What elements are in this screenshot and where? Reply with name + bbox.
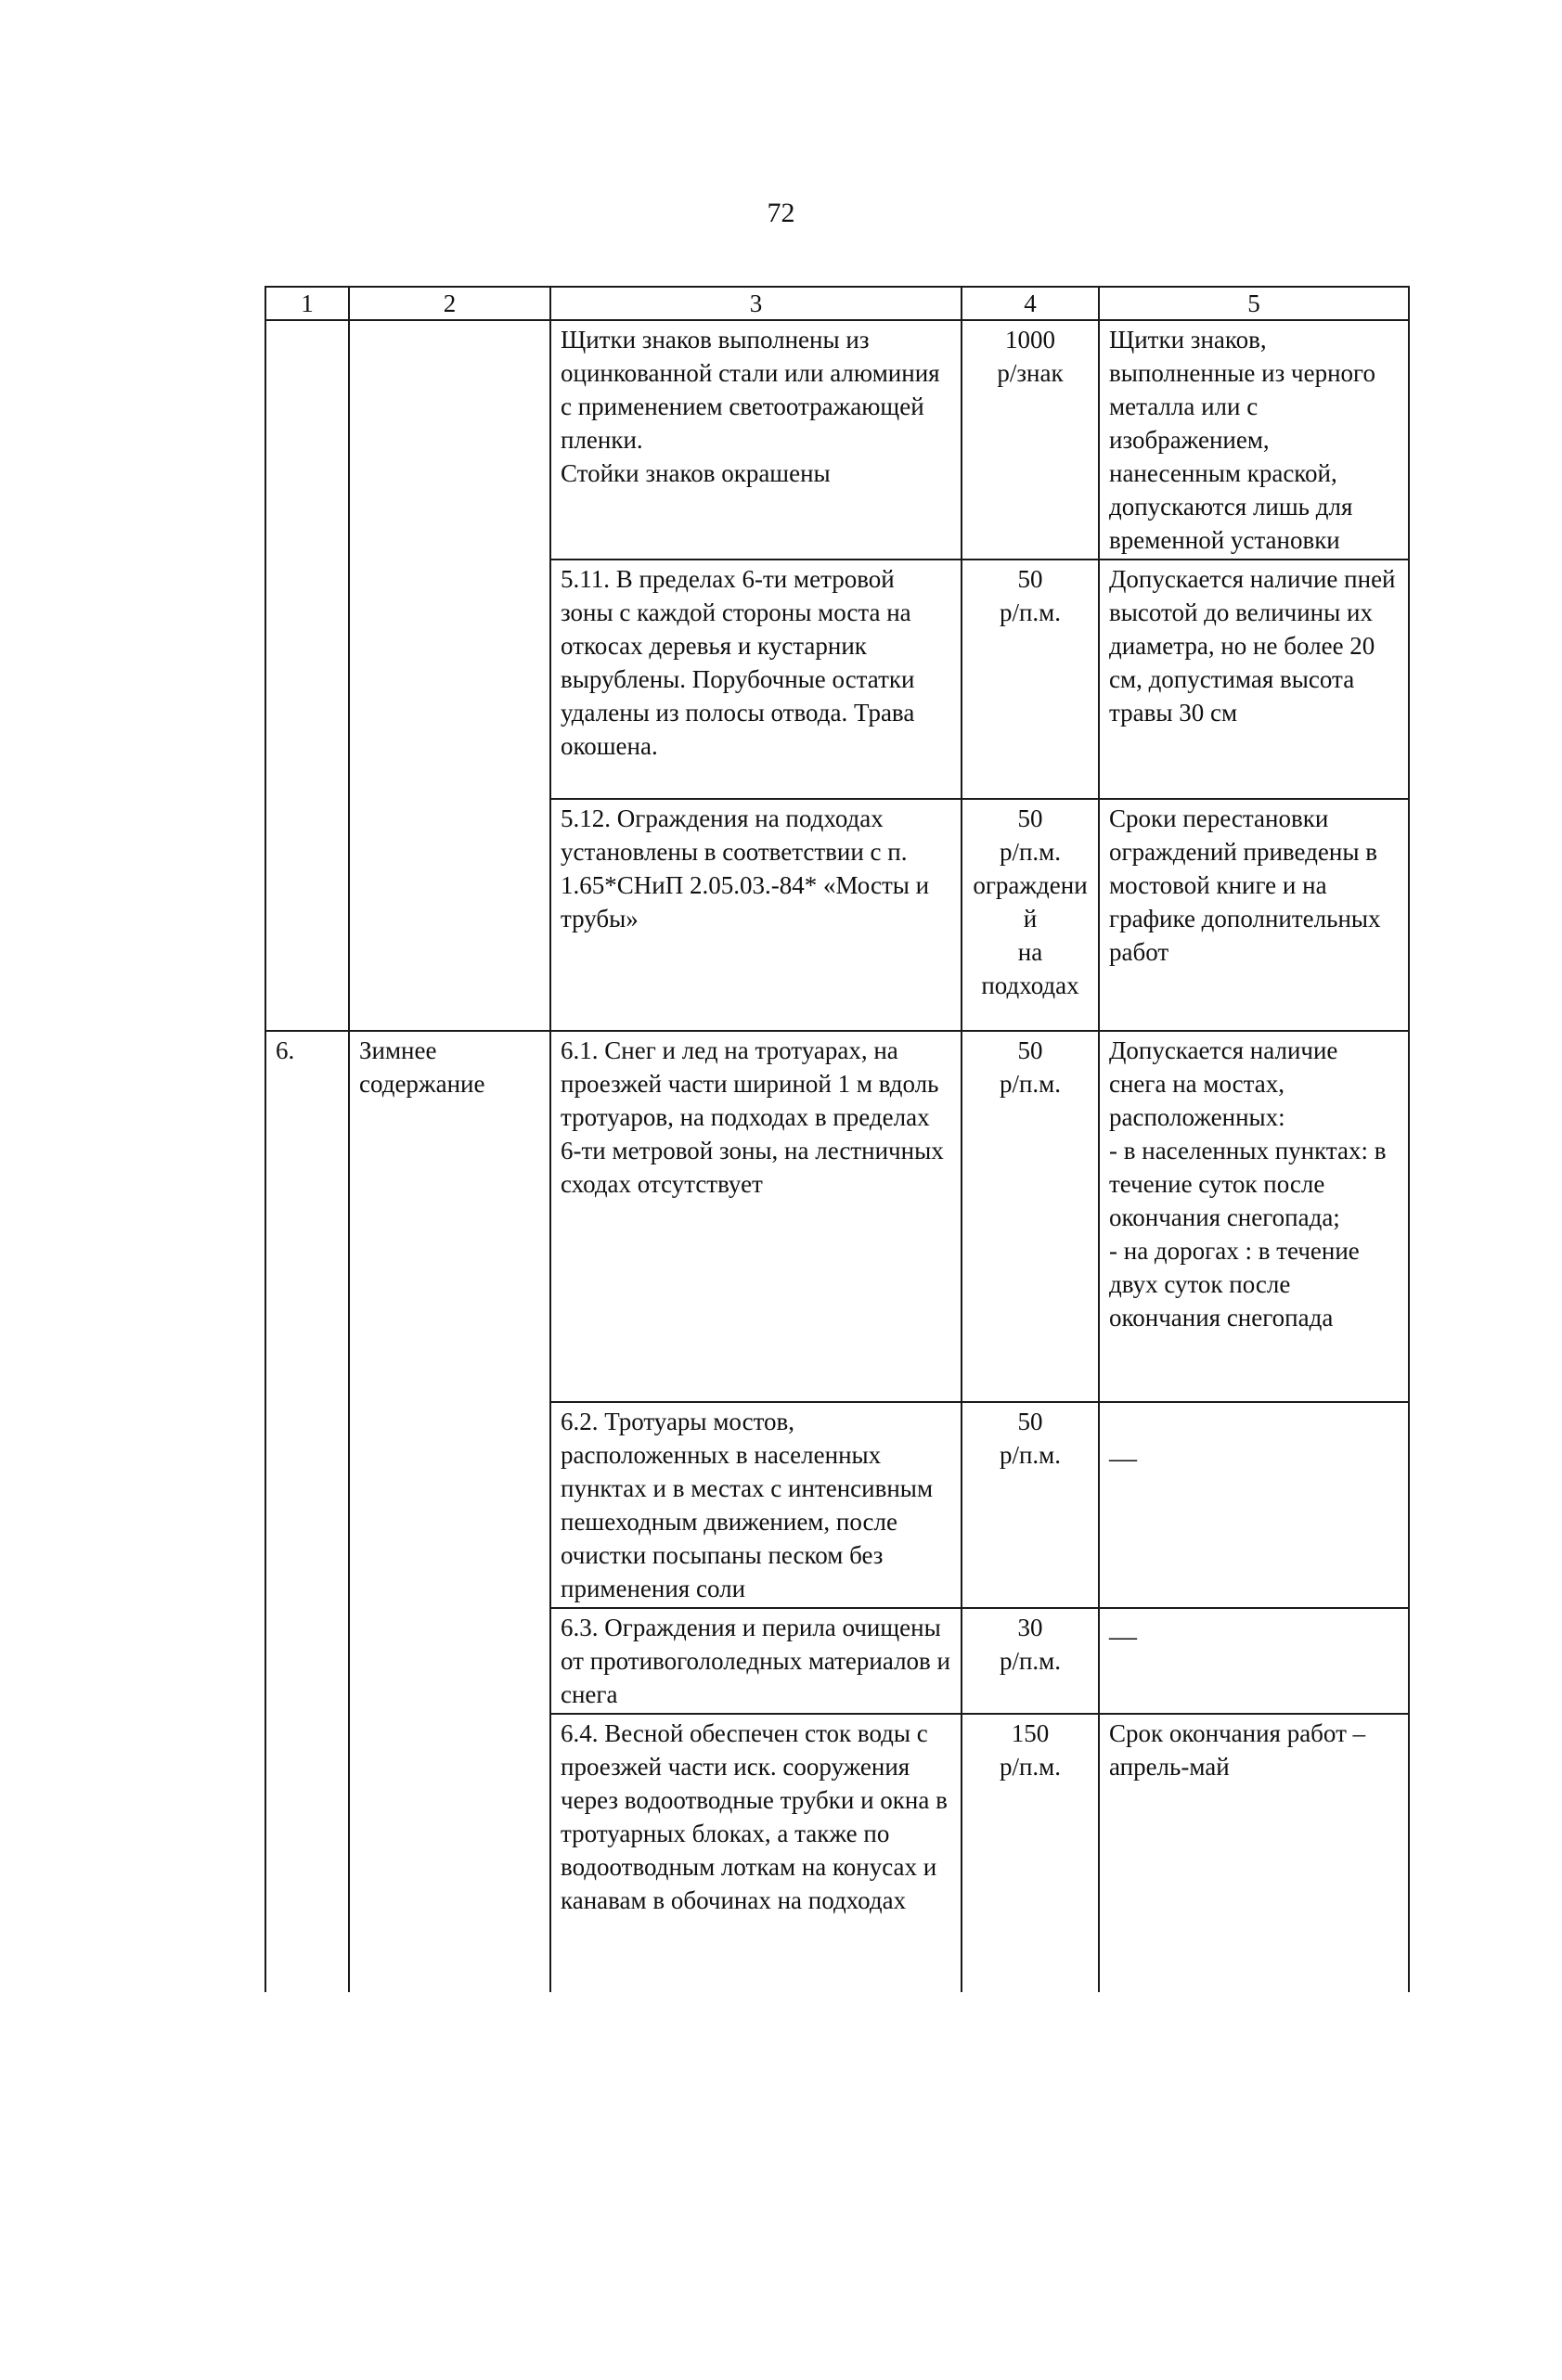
requirement-cell: Щитки знаков выполнены из оцинкованной стали или алюминия с применением светоотражающей пленки. Стойки знаков окрашены [550,320,962,560]
work-type-cell [349,320,550,560]
cost-cell: 30 р/п.м. [962,1608,1099,1714]
requirement-cell: 5.11. В пределах 6-ти метровой зоны с каждой стороны моста на откосах деревья и кустарник вырублены. Порубочные остатки удалены из полосы отвода. Трава окошена. [550,560,962,799]
table-row [265,1608,1409,1714]
table-row [265,560,1409,799]
work-type-cell [349,1402,550,1608]
note-cell [1099,1608,1409,1714]
row-number-cell [265,320,349,560]
column-header-3: 3 [550,287,962,320]
cost-cell: 1000 р/знак [962,320,1099,560]
requirements-table [265,286,1410,1992]
cost-cell: 50 р/п.м. [962,560,1099,799]
cost-cell: 50 р/п.м. ограждений на подходах [962,799,1099,1031]
requirement-cell: 6.3. Ограждения и перила очищены от противогололедных материалов и снега [550,1608,962,1714]
note-cell: Щитки знаков, выполненные из черного металла или с изображением, нанесенным краской, допускаются лишь для временной установки [1099,320,1409,560]
note-cell: Сроки перестановки ограждений приведены в мостовой книге и на графике дополнительных работ [1099,799,1409,1031]
requirement-cell: 6.2. Тротуары мостов, расположенных в населенных пунктах и в местах с интенсивным пешеходным движением, после очистки посыпаны песком без применения соли [550,1402,962,1608]
row-number-cell [265,560,349,799]
row-number-cell [265,1402,349,1608]
table-row [265,320,1409,560]
note-cell: Срок окончания работ – апрель-май [1099,1714,1409,1992]
work-type-cell [349,799,550,1031]
column-header-1: 1 [265,287,349,320]
note-cell [1099,1402,1409,1608]
table-row [265,1031,1409,1402]
cost-cell: 50 р/п.м. [962,1402,1099,1608]
row-number-cell: 6. [265,1031,349,1402]
work-type-cell [349,560,550,799]
column-header-4: 4 [962,287,1099,320]
column-header-2: 2 [349,287,550,320]
requirement-cell: 5.12. Ограждения на подходах установлены в соответствии с п. 1.65*СНиП 2.05.03.-84* «Мосты и трубы» [550,799,962,1031]
page-number: 72 [767,198,795,228]
work-type-cell [349,1714,550,1992]
table-header-row [265,287,1409,320]
cost-cell: 50 р/п.м. [962,1031,1099,1402]
table-row [265,1402,1409,1608]
requirement-cell: 6.1. Снег и лед на тротуарах, на проезжей части шириной 1 м вдоль тротуаров, на подходах в пределах 6-ти метровой зоны, на лестничных сходах отсутствует [550,1031,962,1402]
empty-note-dash: — [1109,1443,1137,1473]
row-number-cell [265,799,349,1031]
note-cell: Допускается наличие снега на мостах, расположенных: - в населенных пунктах: в течение суток после окончания снегопада; - на дорогах : в течение двух суток после окончания снегопада [1099,1031,1409,1402]
row-number-cell [265,1608,349,1714]
note-cell: Допускается наличие пней высотой до величины их диаметра, но не более 20 см, допустимая высота травы 30 см [1099,560,1409,799]
cost-cell: 150 р/п.м. [962,1714,1099,1992]
row-number-cell [265,1714,349,1992]
column-header-5: 5 [1099,287,1409,320]
work-type-cell [349,1608,550,1714]
requirement-cell: 6.4. Весной обеспечен сток воды с проезжей части иск. сооружения через водоотводные трубки и окна в тротуарных блоках, а также по водоотводным лоткам на конусах и канавам в обочинах на подходах [550,1714,962,1992]
table-row [265,799,1409,1031]
work-type-cell: Зимнее содержание [349,1031,550,1402]
empty-note-dash: — [1109,1621,1137,1652]
table-row [265,1714,1409,1992]
